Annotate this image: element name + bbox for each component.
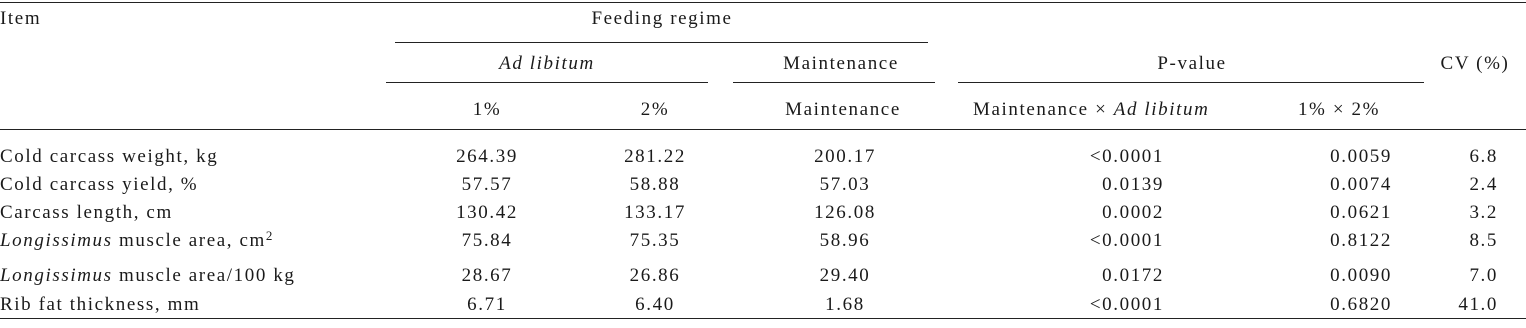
cell-p-contrast-a: <0.0001 <box>1089 294 1164 315</box>
cell-p-contrast-a: 0.0139 <box>1102 174 1164 195</box>
row-label-em: Longissimus <box>0 265 113 286</box>
header-col-maintenance: Maintenance <box>785 99 901 120</box>
cell-maintenance: 200.17 <box>814 146 876 167</box>
cell-cv: 8.5 <box>1469 230 1498 251</box>
header-item: Item <box>0 8 42 29</box>
header-bottom-rule <box>0 129 1526 130</box>
cell-p-contrast-a: 0.0172 <box>1102 265 1164 286</box>
header-col-contrast-b: 1% × 2% <box>1297 99 1381 120</box>
cell-1pct: 6.71 <box>467 294 507 315</box>
row-label-rest: muscle area/100 kg <box>119 265 296 286</box>
header-col-contrast-a <box>973 100 1209 119</box>
row-label-sup: 2 <box>265 228 275 243</box>
cell-p-contrast-b: 0.6820 <box>1330 294 1392 315</box>
cell-p-contrast-b: 0.0074 <box>1330 174 1392 195</box>
header-contrast-a-em: Ad libitum <box>1113 99 1210 120</box>
bottom-rule <box>0 318 1526 319</box>
top-rule <box>0 2 1526 3</box>
cell-2pct: 281.22 <box>624 146 686 167</box>
row-label: Rib fat thickness, mm <box>0 294 201 315</box>
header-col-1pct: 1% <box>472 99 502 120</box>
row-label: Carcass length, cm <box>0 202 173 223</box>
cell-p-contrast-a: 0.0002 <box>1102 202 1164 223</box>
row-label-rest: muscle area, cm <box>119 230 266 251</box>
cell-maintenance: 126.08 <box>814 202 876 223</box>
row-label <box>0 228 275 251</box>
header-feeding-regime: Feeding regime <box>591 8 733 29</box>
cell-1pct: 264.39 <box>456 146 518 167</box>
cell-p-contrast-a: <0.0001 <box>1089 230 1164 251</box>
feeding-regime-rule <box>395 42 928 43</box>
row-label: Cold carcass weight, kg <box>0 146 219 167</box>
header-contrast-a-pre: Maintenance × <box>973 99 1108 120</box>
cell-1pct: 57.57 <box>461 174 513 195</box>
header-col-2pct: 2% <box>640 99 670 120</box>
cell-maintenance: 57.03 <box>819 174 871 195</box>
cell-2pct: 6.40 <box>635 294 675 315</box>
cell-cv: 2.4 <box>1469 174 1498 195</box>
header-cv: CV (%) <box>1440 53 1510 74</box>
cell-p-contrast-b: 0.8122 <box>1330 230 1392 251</box>
header-maintenance-group: Maintenance <box>783 53 899 74</box>
cell-p-contrast-a: <0.0001 <box>1089 146 1164 167</box>
row-label-em: Longissimus <box>0 230 113 251</box>
row-label: Cold carcass yield, % <box>0 174 199 195</box>
cell-2pct: 133.17 <box>624 202 686 223</box>
cell-p-contrast-b: 0.0621 <box>1330 202 1392 223</box>
cell-p-contrast-b: 0.0090 <box>1330 265 1392 286</box>
cell-cv: 7.0 <box>1469 265 1498 286</box>
row-label <box>0 266 296 285</box>
cell-1pct: 28.67 <box>461 265 513 286</box>
cell-2pct: 26.86 <box>629 265 681 286</box>
header-ad-libitum: Ad libitum <box>499 53 595 74</box>
p-value-rule <box>958 82 1424 83</box>
cell-1pct: 75.84 <box>461 230 513 251</box>
cell-maintenance: 29.40 <box>819 265 871 286</box>
ad-libitum-rule <box>386 82 708 83</box>
cell-2pct: 75.35 <box>629 230 681 251</box>
cell-cv: 3.2 <box>1469 202 1498 223</box>
cell-maintenance: 1.68 <box>825 294 865 315</box>
cell-2pct: 58.88 <box>629 174 681 195</box>
cell-cv: 6.8 <box>1469 146 1498 167</box>
header-p-value: P-value <box>1157 53 1227 74</box>
cell-1pct: 130.42 <box>456 202 518 223</box>
cell-maintenance: 58.96 <box>819 230 871 251</box>
cell-cv: 41.0 <box>1458 294 1498 315</box>
maintenance-rule <box>733 82 935 83</box>
cell-p-contrast-b: 0.0059 <box>1330 146 1392 167</box>
